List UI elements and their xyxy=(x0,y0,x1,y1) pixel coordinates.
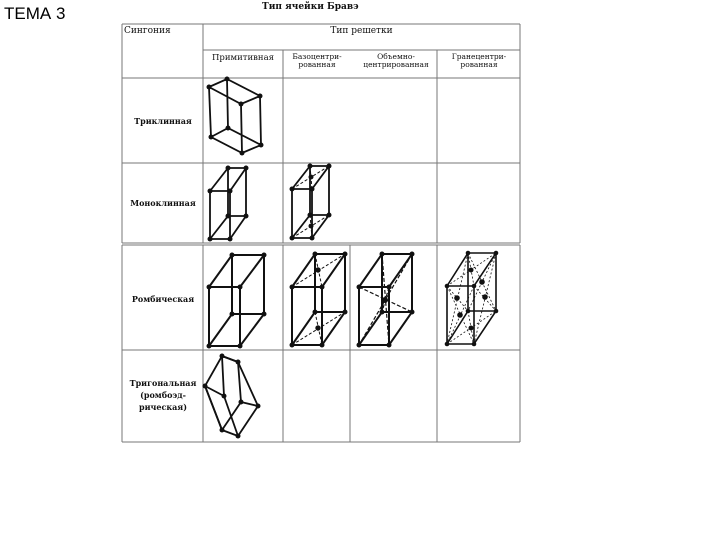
cell-monoclinic-base-centered xyxy=(290,164,332,241)
header-face-centered: Гранецентри-рованная xyxy=(451,52,507,69)
header-primitive: Примитивная xyxy=(211,53,275,63)
row-label-trigonal-line2: (ромбоэд- xyxy=(140,390,186,400)
row-label-monoclinic: Моноклинная xyxy=(130,198,196,208)
row-label-trigonal: Тригональная xyxy=(129,378,197,388)
row-label-triclinic: Триклинная xyxy=(134,116,192,126)
cell-triclinic-primitive xyxy=(207,77,264,156)
slide-title: ТЕМА 3 xyxy=(4,4,66,23)
row-label-trigonal-line3: рическая) xyxy=(139,402,187,412)
header-lattice-type: Тип решетки xyxy=(330,26,393,36)
cell-orthorhombic-base-centered xyxy=(290,252,348,348)
cell-orthorhombic-primitive xyxy=(207,253,267,349)
cell-trigonal-primitive xyxy=(203,354,261,439)
cell-monoclinic-primitive xyxy=(208,166,249,242)
header-body-centered: Объемно-центрированная xyxy=(363,52,429,69)
cell-orthorhombic-face-centered xyxy=(445,251,499,347)
table-title: Тип ячейки Бравэ xyxy=(262,2,359,12)
row-label-orthorhombic: Ромбическая xyxy=(131,294,195,304)
header-syngony: Сингония xyxy=(124,26,171,36)
header-base-centered: Базоцентри-рованная xyxy=(292,52,342,69)
cell-orthorhombic-body-centered xyxy=(357,252,415,348)
